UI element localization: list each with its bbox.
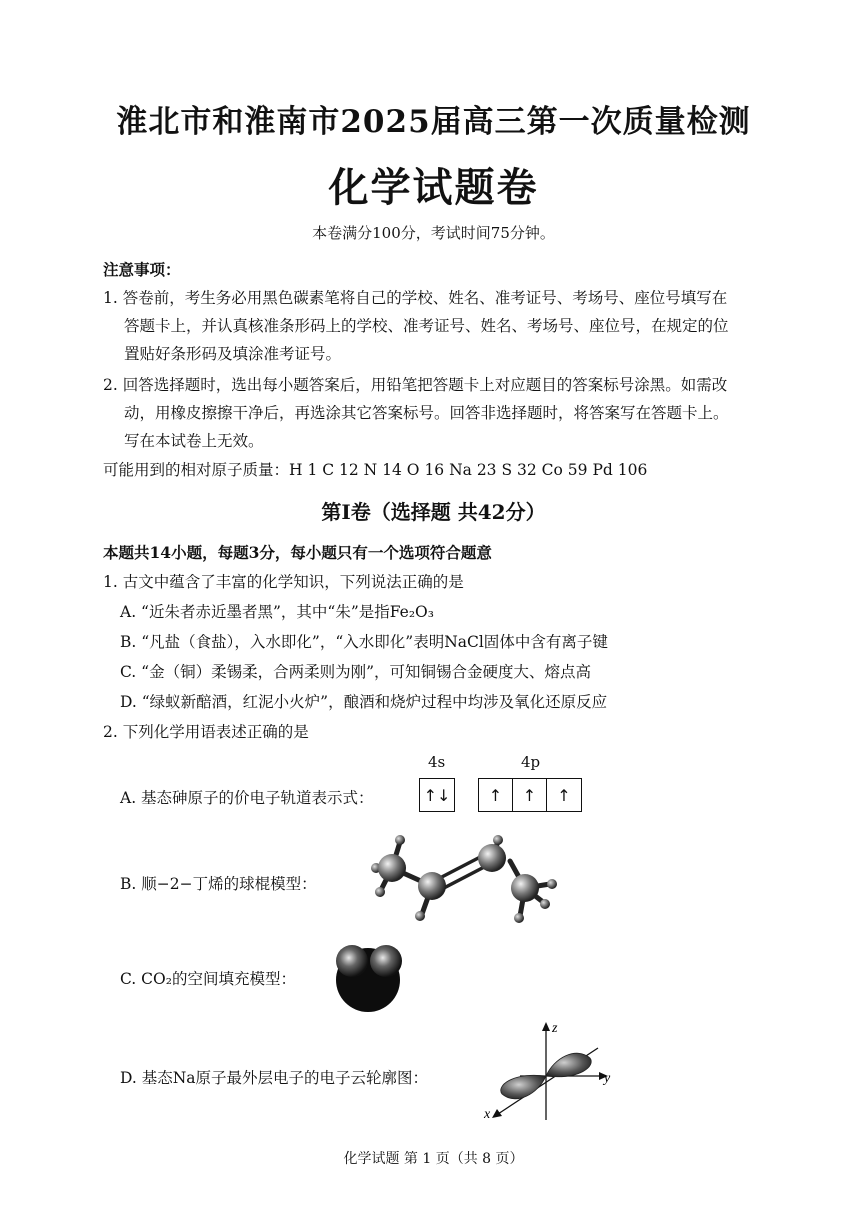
- q1-option-b: B. “凡盐（食盐），入水即化”，“入水即化”表明NaCl固体中含有离子键: [120, 633, 608, 651]
- axis-x-label: x: [484, 1107, 491, 1122]
- orbital-label-4p: 4p: [521, 753, 541, 771]
- orbital-label-4s: 4s: [428, 753, 446, 771]
- orbital-cell-4p-2: ↑: [513, 779, 547, 811]
- section-intro: 本题共14小题，每题3分，每小题只有一个选项符合题意: [103, 543, 492, 562]
- orbital-cell-4p-1: ↑: [479, 779, 513, 811]
- outer-atom-right: [370, 945, 402, 977]
- h-atom: [375, 887, 385, 897]
- exam-info: 本卷满分100分，考试时间75分钟。: [312, 224, 555, 242]
- note-2-line-3: 写在本试卷上无效。: [124, 432, 264, 450]
- q1-option-d: D. “绿蚁新醅酒，红泥小火炉”，酿酒和烧炉过程中均涉及氧化还原反应: [120, 693, 608, 711]
- h-atom: [395, 835, 405, 845]
- q1-option-a: A. “近朱者赤近墨者黑”，其中“朱”是指Fe₂O₃: [120, 603, 434, 621]
- q2-option-d: D. 基态Na原子最外层电子的电子云轮廓图：: [120, 1069, 429, 1087]
- exam-title: 淮北市和淮南市2025届高三第一次质量检测: [116, 104, 751, 140]
- c-atom: [418, 872, 446, 900]
- section-title: 第Ⅰ卷（选择题 共42分）: [321, 500, 546, 524]
- c-atom: [478, 844, 506, 872]
- orbital-box-4s: [419, 778, 455, 812]
- ball-and-stick-model: [350, 828, 580, 928]
- q2-option-a: A. 基态砷原子的价电子轨道表示式：: [120, 789, 374, 807]
- note-1-line-1: 1. 答卷前，考生务必用黑色碳素笔将自己的学校、姓名、准考证号、考场号、座位号填写在: [103, 289, 728, 307]
- orbital-cell-4p-3: ↑: [557, 785, 571, 805]
- electron-cloud-diagram: [480, 1018, 620, 1124]
- q2-option-c: C. CO₂的空间填充模型：: [120, 970, 296, 988]
- q1-stem: 1. 古文中蕴含了丰富的化学知识，下列说法正确的是: [103, 573, 464, 591]
- c-atom: [378, 854, 406, 882]
- axis-y-label: y: [604, 1071, 611, 1086]
- notes-heading: 注意事项：: [103, 260, 181, 279]
- orbital-cell-4s: ↑↓: [423, 785, 451, 805]
- note-1-line-2: 答题卡上，并认真核准条形码上的学校、准考证号、姓名、考场号、座位号，在规定的位: [124, 317, 729, 335]
- space-filling-model: [330, 935, 410, 1015]
- q2-option-b: B. 顺−2−丁烯的球棍模型：: [120, 875, 317, 893]
- note-2-line-1: 2. 回答选择题时，选出每小题答案后，用铅笔把答题卡上对应题目的答案标号涂黑。如需改: [103, 376, 728, 394]
- h-atom: [415, 911, 425, 921]
- q1-option-c: C. “金（铜）柔锡柔，合两柔则为刚”，可知铜锡合金硬度大、熔点高: [120, 663, 592, 681]
- subject-title: 化学试题卷: [328, 164, 539, 211]
- outer-atom-left: [336, 945, 368, 977]
- atomic-masses: 可能用到的相对原子质量：H 1 C 12 N 14 O 16 Na 23 S 32 Co 59 Pd 106: [103, 461, 648, 479]
- h-atom: [493, 835, 503, 845]
- axis-z-label: z: [552, 1021, 558, 1036]
- c-atom: [511, 874, 539, 902]
- orbital-box-4p: [478, 778, 582, 812]
- h-atom: [540, 899, 550, 909]
- note-2-line-2: 动，用橡皮擦擦干净后，再选涂其它答案标号。回答非选择题时，将答案写在答题卡上。: [124, 404, 729, 422]
- h-atom: [547, 879, 557, 889]
- q2-stem: 2. 下列化学用语表述正确的是: [103, 723, 309, 741]
- page-footer: 化学试题 第 1 页（共 8 页）: [343, 1151, 524, 1167]
- note-1-line-3: 置贴好条形码及填涂准考证号。: [124, 345, 342, 363]
- h-atom: [514, 913, 524, 923]
